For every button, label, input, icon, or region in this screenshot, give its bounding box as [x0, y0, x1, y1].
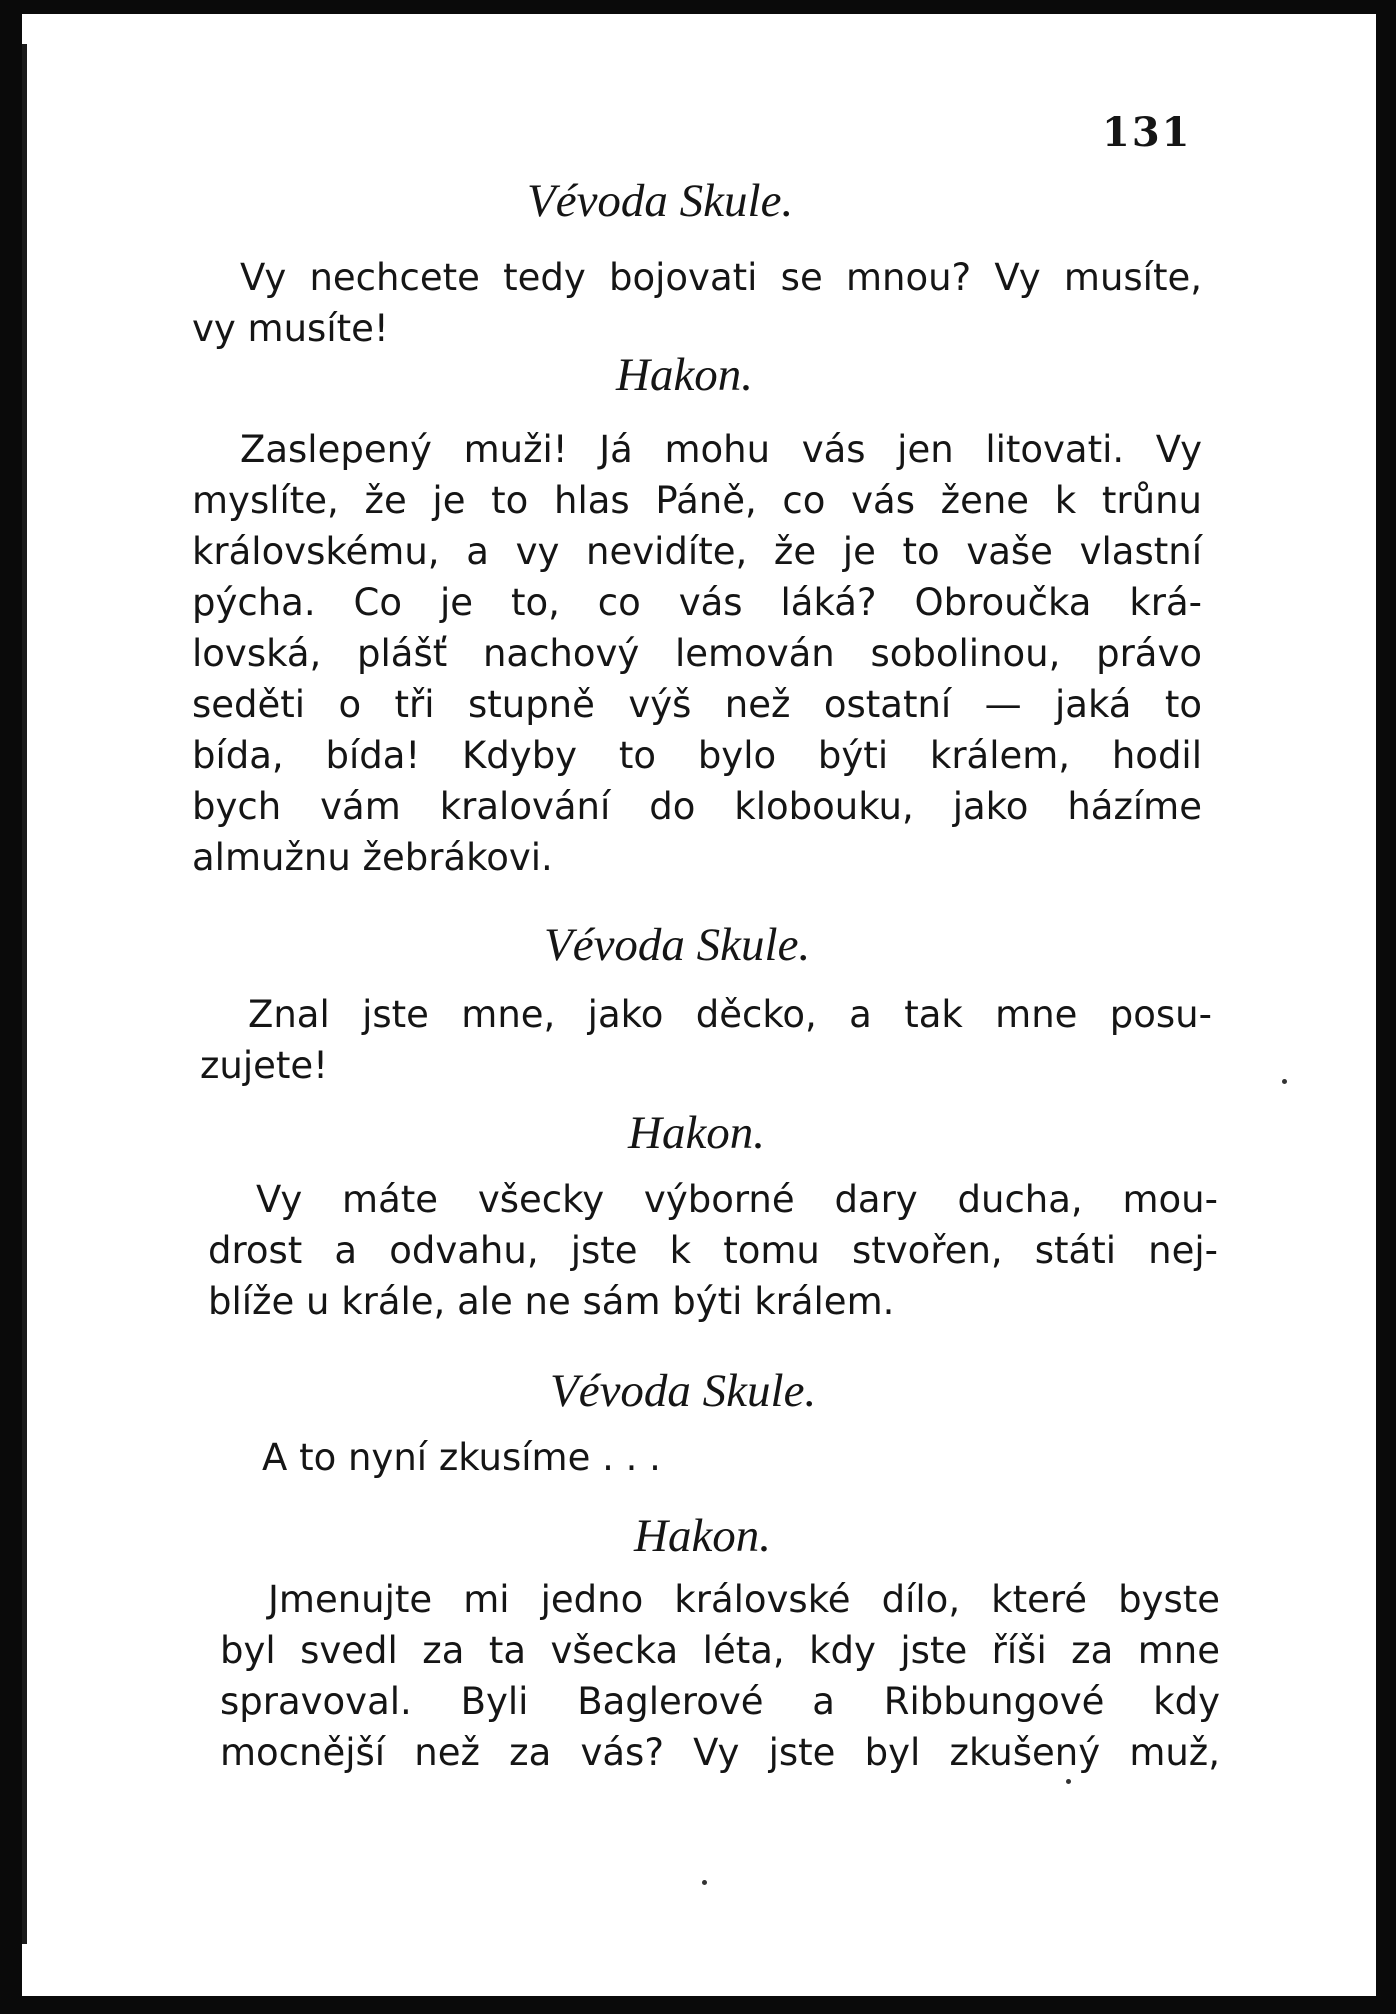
- text-line: seděti o tři stupně výš než ostatní — jaká to: [192, 683, 1202, 726]
- dialogue-paragraph: [192, 424, 1202, 883]
- text-line: mocnější než za vás? Vy jste byl zkušený muž,: [220, 1731, 1220, 1774]
- text-line: blíže u krále, ale ne sám býti králem.: [208, 1280, 895, 1323]
- text-line: královskému, a vy nevidíte, že je to vaše vlastní: [192, 530, 1202, 573]
- speaker-heading: Vévoda Skule.: [527, 175, 794, 227]
- text-line: almužnu žebrákovi.: [192, 836, 553, 879]
- print-speck: [1066, 1779, 1071, 1784]
- dialogue-paragraph: [208, 1174, 1218, 1327]
- speaker-heading: Hakon.: [628, 1107, 766, 1159]
- text-line: byl svedl za ta všecka léta, kdy jste říši za mne: [220, 1629, 1220, 1672]
- text-line: Zaslepený muži! Já mohu vás jen litovati. Vy: [240, 428, 1202, 471]
- text-line: A to nyní zkusíme . . .: [262, 1436, 661, 1479]
- text-line: Jmenujte mi jedno královské dílo, které byste: [268, 1578, 1220, 1621]
- text-line: Znal jste mne, jako děcko, a tak mne posu-: [248, 993, 1212, 1036]
- dialogue-paragraph: [220, 1574, 1220, 1778]
- print-speck: [1282, 1079, 1287, 1084]
- dialogue-paragraph: [200, 989, 1212, 1091]
- text-line: pýcha. Co je to, co vás láká? Obroučka krá-: [192, 581, 1202, 624]
- speaker-heading: Hakon.: [616, 349, 754, 401]
- book-page: [22, 14, 1376, 1996]
- speaker-heading: Hakon.: [634, 1510, 772, 1562]
- text-line: vy musíte!: [192, 307, 389, 350]
- text-line: lovská, plášť nachový lemován sobolinou, právo: [192, 632, 1202, 675]
- text-line: drost a odvahu, jste k tomu stvořen, státi nej-: [208, 1229, 1218, 1272]
- text-line: Vy máte všecky výborné dary ducha, mou-: [256, 1178, 1218, 1221]
- dialogue-paragraph: [214, 1432, 1224, 1483]
- speaker-heading: Vévoda Skule.: [544, 919, 811, 971]
- page-number: 131: [1102, 109, 1192, 156]
- print-speck: [702, 1880, 707, 1885]
- text-line: Vy nechcete tedy bojovati se mnou? Vy musíte,: [240, 256, 1202, 299]
- text-line: bych vám kralování do klobouku, jako házíme: [192, 785, 1202, 828]
- text-line: myslíte, že je to hlas Páně, co vás žene k trůnu: [192, 479, 1202, 522]
- page-binding-edge: [22, 44, 35, 1944]
- dialogue-paragraph: [192, 252, 1202, 354]
- text-line: bída, bída! Kdyby to bylo býti králem, hodil: [192, 734, 1202, 777]
- speaker-heading: Vévoda Skule.: [550, 1365, 817, 1417]
- text-line: zujete!: [200, 1044, 329, 1087]
- text-line: spravoval. Byli Baglerové a Ribbungové kdy: [220, 1680, 1220, 1723]
